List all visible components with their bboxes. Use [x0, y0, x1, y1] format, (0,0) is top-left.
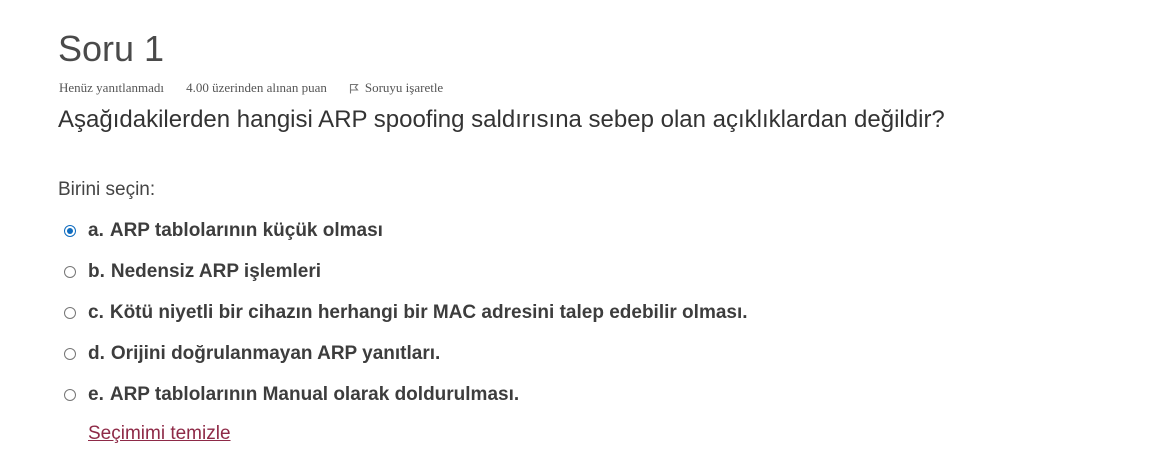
flag-question-link[interactable]: [349, 80, 443, 96]
flag-icon: [349, 83, 359, 94]
flag-question-label: Soruyu işaretle: [364, 80, 444, 95]
answer-text: ARP tablolarının Manual olarak doldurulması.: [109, 383, 520, 405]
answer-list: [62, 210, 748, 415]
radio-b[interactable]: [64, 266, 76, 278]
answer-letter: d.: [88, 342, 105, 364]
question-status: Henüz yanıtlanmadı: [59, 80, 165, 95]
radio-e[interactable]: [64, 389, 76, 401]
answer-text: Kötü niyetli bir cihazın herhangi bir MAC adresini talep edebilir olması.: [109, 301, 748, 323]
question-text: Aşağıdakilerden hangisi ARP spoofing saldırısına sebep olan açıklıklardan değildir?: [58, 106, 945, 133]
radio-d[interactable]: [64, 348, 76, 360]
answer-text: ARP tablolarının küçük olması: [109, 219, 383, 241]
answer-option-e[interactable]: [62, 374, 748, 415]
question-title: Soru 1: [58, 28, 165, 69]
answer-option-a[interactable]: [62, 210, 748, 251]
clear-selection-link[interactable]: Seçimimi temizle: [88, 423, 231, 444]
answer-letter: c.: [88, 301, 104, 323]
answer-letter: e.: [88, 383, 104, 405]
answer-option-b[interactable]: [62, 251, 748, 292]
answer-text: Nedensiz ARP işlemleri: [110, 260, 322, 282]
question-points: 4.00 üzerinden alınan puan: [186, 80, 327, 95]
answer-letter: b.: [88, 260, 105, 282]
question-info: [59, 80, 443, 96]
answer-text: Orijini doğrulanmayan ARP yanıtları.: [110, 342, 441, 364]
answer-prompt: Birini seçin:: [58, 179, 156, 200]
answer-option-d[interactable]: [62, 333, 748, 374]
answer-option-c[interactable]: [62, 292, 748, 333]
radio-c[interactable]: [64, 307, 76, 319]
answer-letter: a.: [88, 219, 104, 241]
radio-a[interactable]: [64, 225, 76, 237]
